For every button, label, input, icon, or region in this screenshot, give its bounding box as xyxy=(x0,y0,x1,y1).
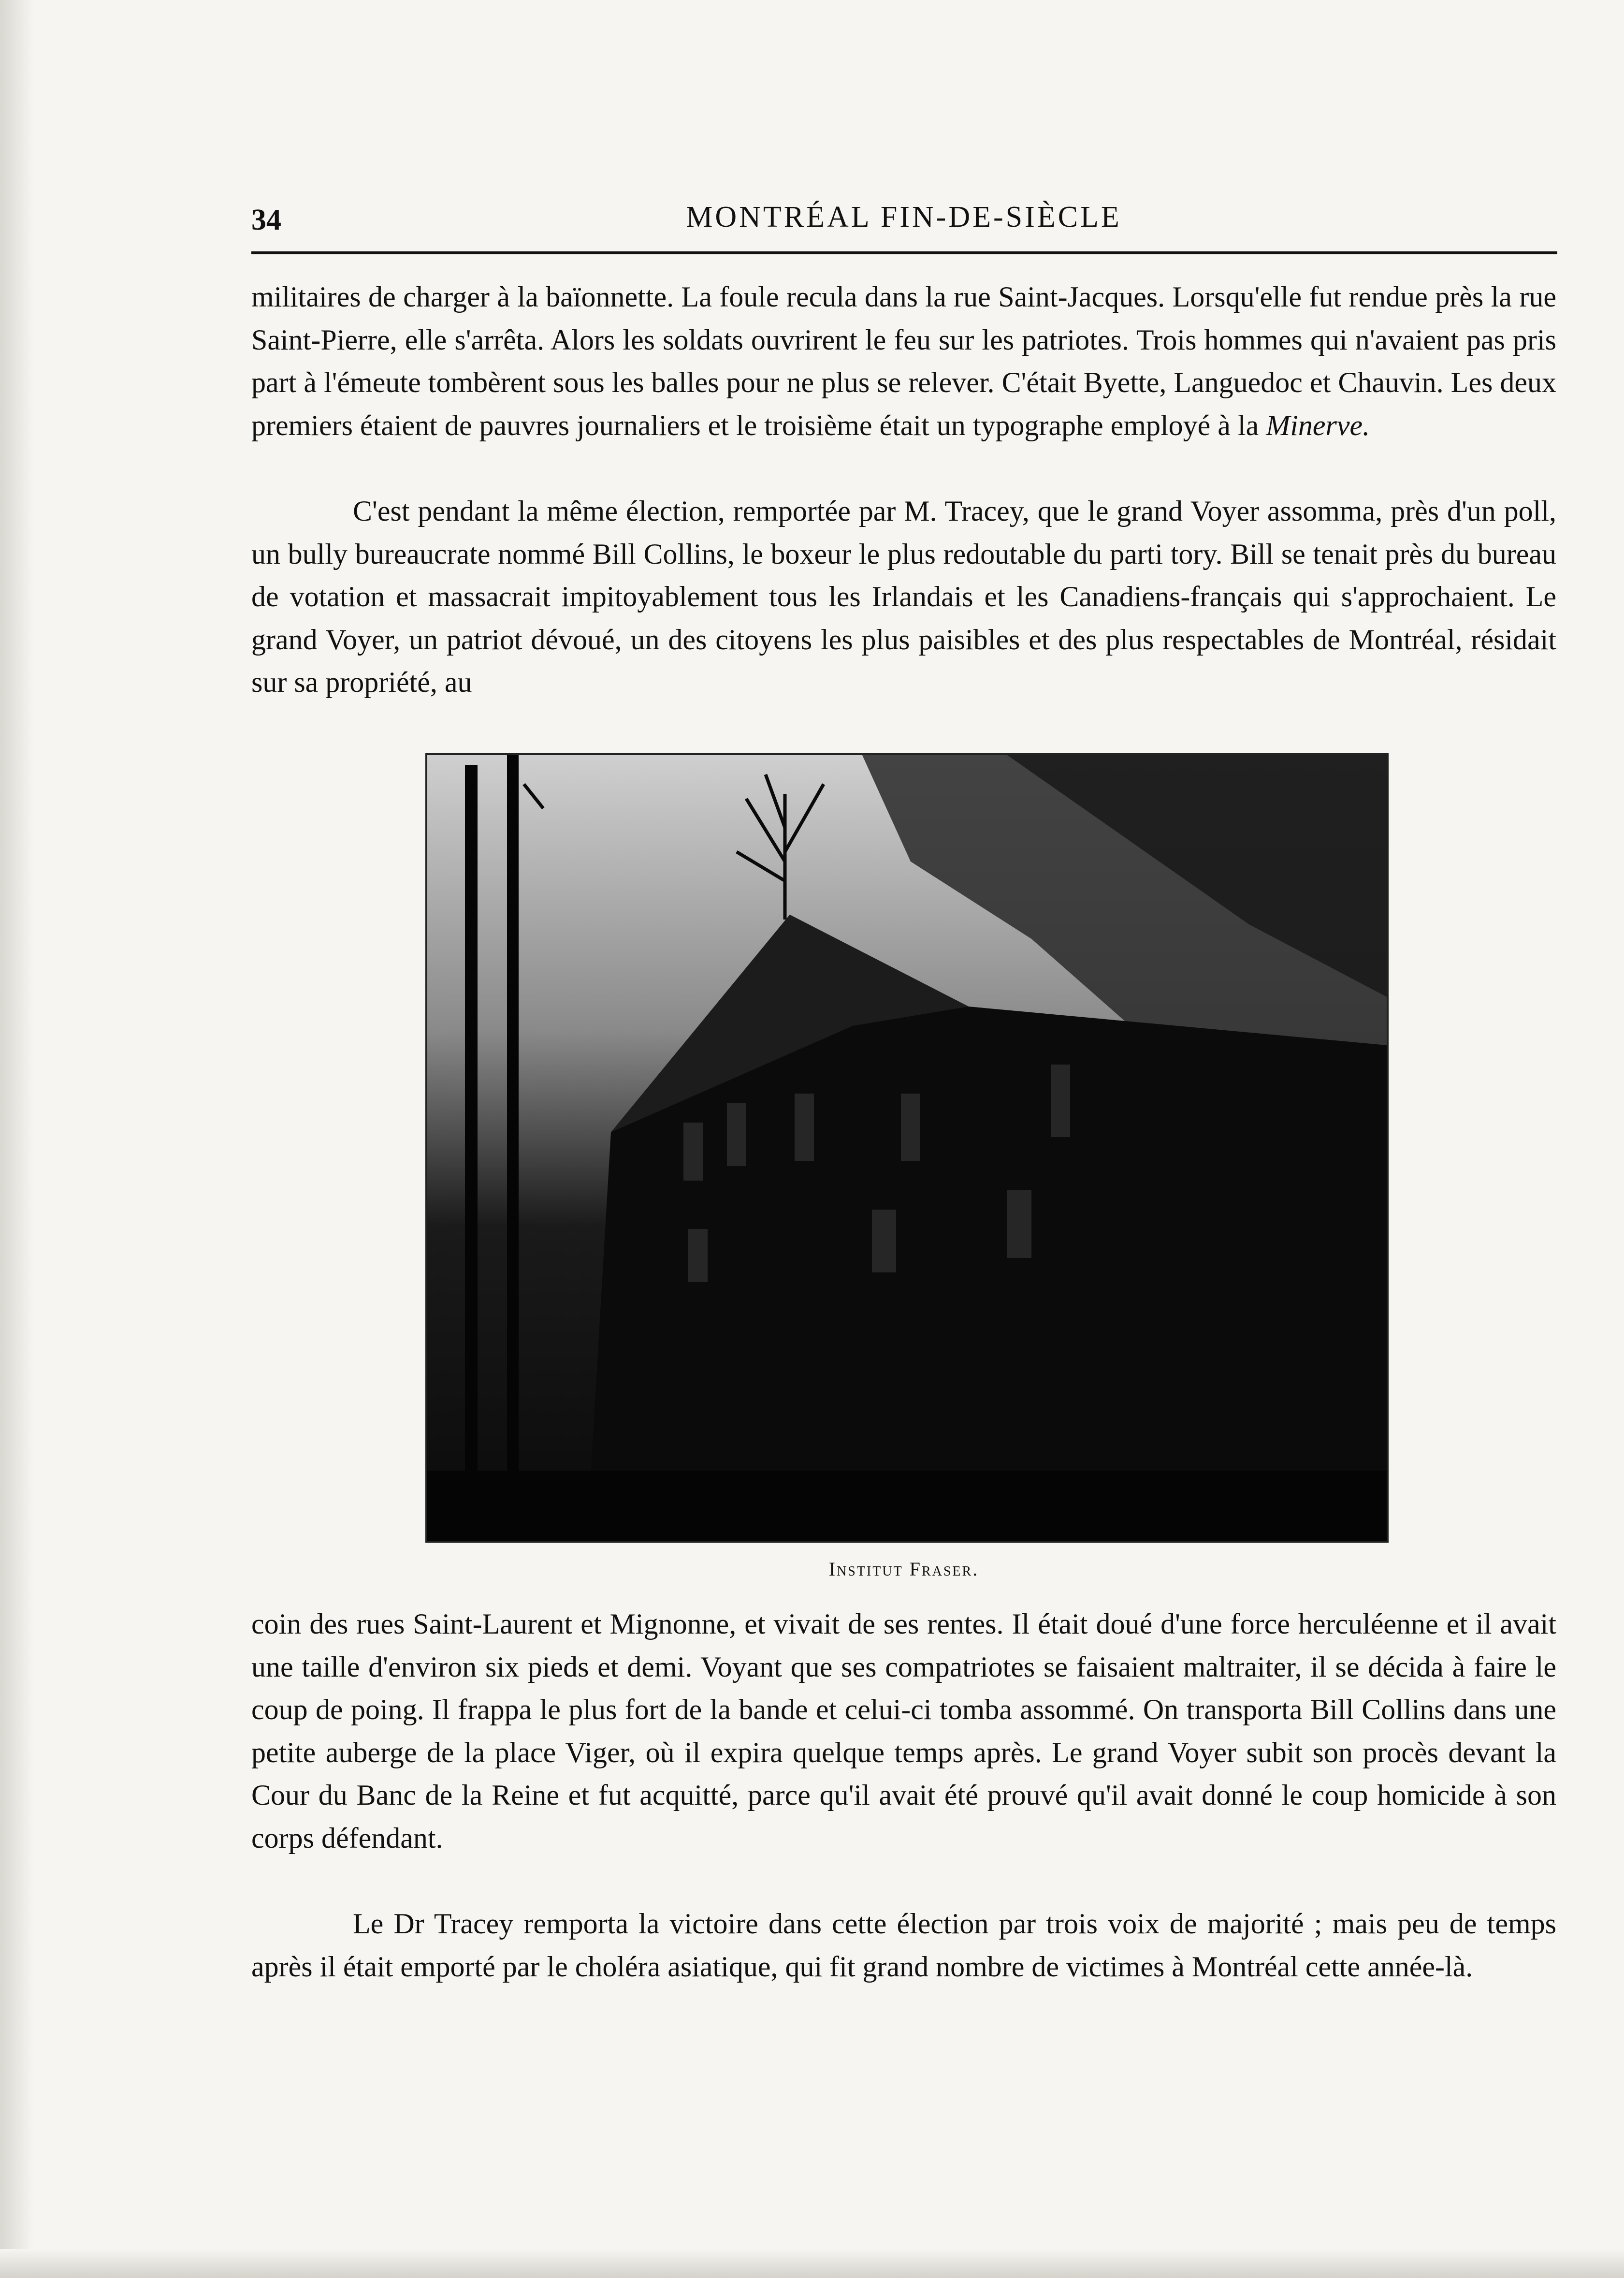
house-photo-illustration xyxy=(427,755,1387,1541)
paragraph-1 xyxy=(251,276,1556,447)
paragraph-4: Le Dr Tracey remporta la victoire dans cette élection par trois voix de majorité ; mais peu de temps après il était emporté par le choléra asiatique, qui fit grand nombre de victimes à Montréal cette année-là. xyxy=(251,1908,1556,1983)
paragraph-1-text: militaires de charger à la baïonnette. La foule recula dans la rue Saint-Jacques. Lorsqu'elle fut rendue près la rue Saint-Pierre, elle s'arrêta. Alors les soldats ouvrirent le feu sur les patriotes. Trois hommes qui n'avaient pas pris part à l'émeute tombèrent sous les balles pour ne plus se relever. C'était Byette, Languedoc et Chauvin. Les deux premiers étaient de pauvres journaliers et le troisième était un typographe employé à la xyxy=(251,281,1556,441)
header-rule xyxy=(251,251,1557,254)
page-number: 34 xyxy=(251,204,281,236)
page-header xyxy=(251,198,1556,242)
page-bottom-shadow xyxy=(0,2249,1624,2278)
paragraph-2: C'est pendant la même élection, remportée par M. Tracey, que le grand Voyer assomma, près d'un poll, un bully bureaucrate nommé Bill Collins, le boxeur le plus redoutable du parti tory. Bill se tenait près du bureau de votation et massacrait impitoyablement tous les Irlandais et les Canadiens-français qui s'approchaient. Le grand Voyer, un patriot dévoué, un des citoyens les plus paisibles et des plus respectables de Montréal, résidait sur sa propriété, au xyxy=(251,495,1556,698)
page-edge-shadow xyxy=(0,0,34,2278)
figure-caption: Institut Fraser. xyxy=(828,1558,979,1580)
running-title: MONTRÉAL FIN-DE-SIÈCLE xyxy=(686,201,1122,234)
paragraph-3: coin des rues Saint-Laurent et Mignonne, et vivait de ses rentes. Il était doué d'une force herculéenne et il avait une taille d'environ six pieds et demi. Voyant que ses compatriotes se faisaient maltraiter, il se décida à faire le coup de poing. Il frappa le plus fort de la bande et celui-ci tomba assommé. On transporta Bill Collins dans une petite auberge de la place Viger, où il expira quelque temps après. Le grand Voyer subit son procès devant la Cour du Banc de la Reine et fut acquitté, parce qu'il avait été prouvé qu'il avait donné le coup homicide à son corps défendant. xyxy=(251,1608,1556,1854)
photograph-institut-fraser xyxy=(425,753,1389,1543)
newspaper-title: Minerve. xyxy=(1266,409,1370,441)
